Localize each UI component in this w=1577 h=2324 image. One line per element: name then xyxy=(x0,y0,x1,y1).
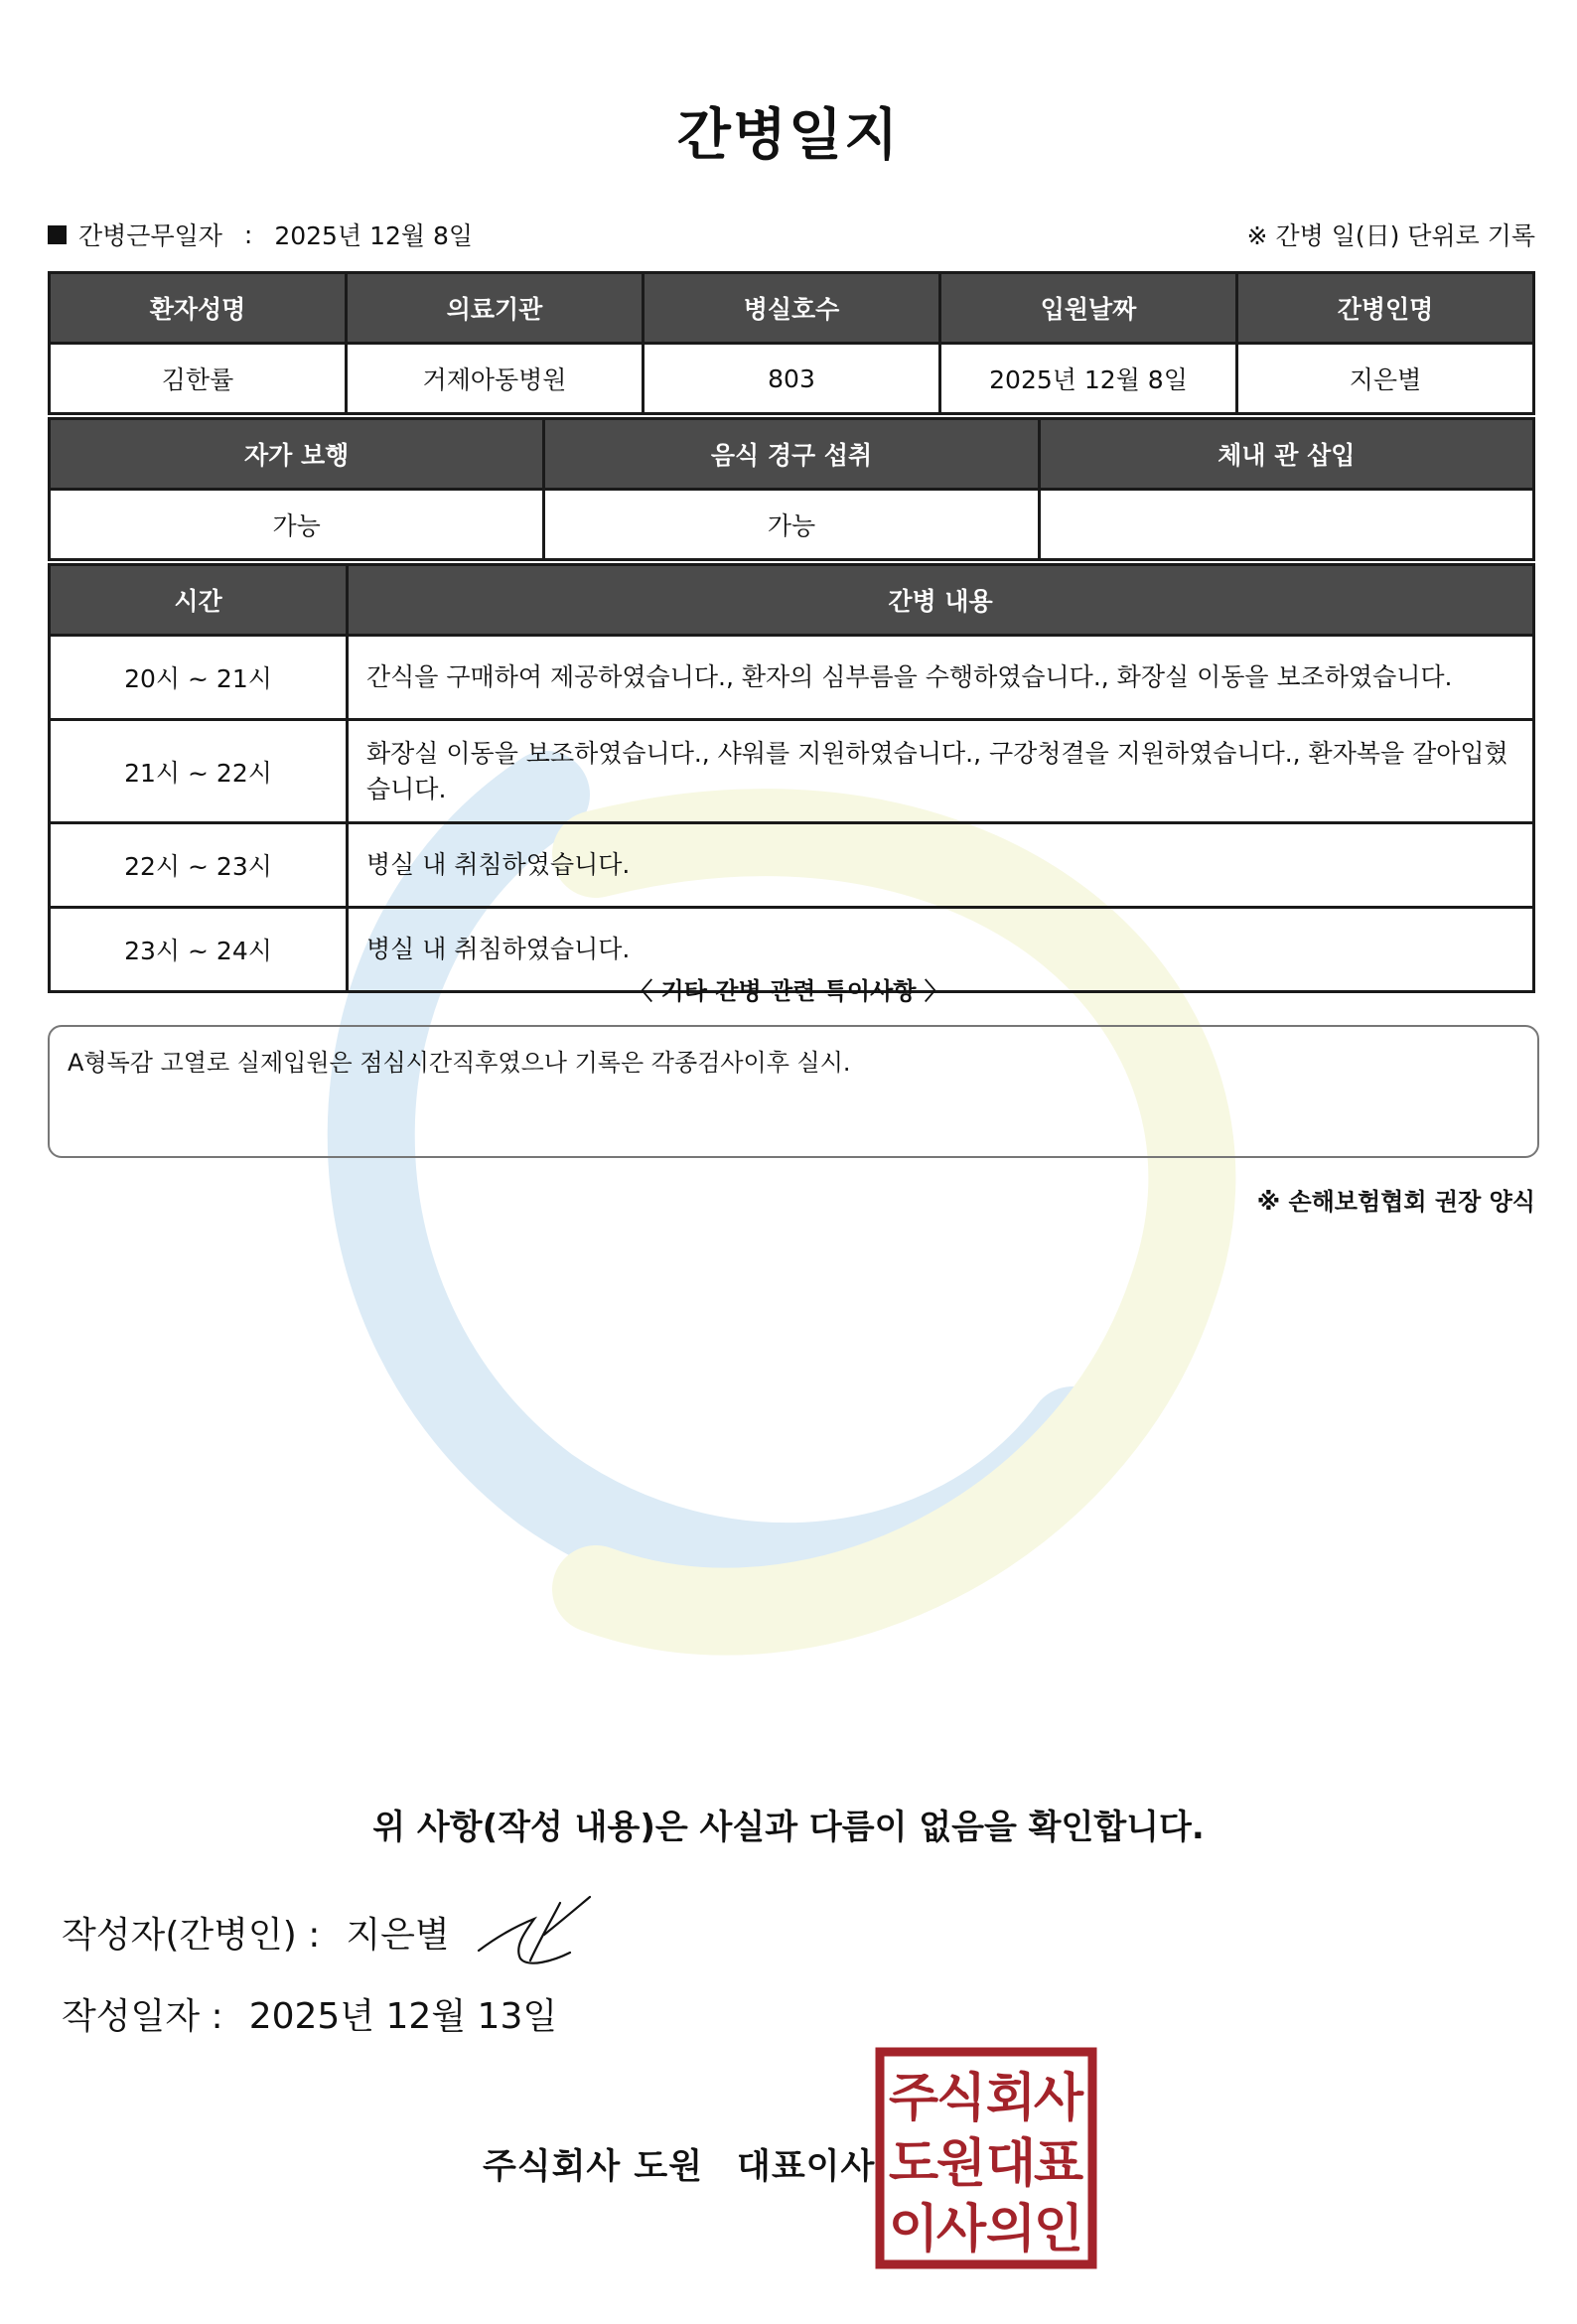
caregiver-name: 지은별 xyxy=(1237,344,1534,414)
svg-text:사: 사 xyxy=(1033,2069,1084,2128)
company-seal-icon xyxy=(874,2046,1098,2270)
svg-text:도: 도 xyxy=(888,2134,939,2194)
svg-text:의: 의 xyxy=(985,2200,1037,2259)
company-title: 대표이사 xyxy=(737,2147,876,2187)
unit-note: ※ 간병 일(日) 단위로 기록 xyxy=(1246,221,1535,250)
svg-text:대: 대 xyxy=(985,2134,1037,2194)
patient-table xyxy=(48,271,1535,415)
header-self-walking: 자가 보행 xyxy=(50,419,544,490)
signer-label: 작성자(간병인) : xyxy=(62,1915,321,1956)
room-number: 803 xyxy=(644,344,940,414)
meta-row xyxy=(48,217,1535,252)
written-date-row xyxy=(62,1988,557,2039)
confirmation-statement: 위 사항(작성 내용)은 사실과 다름이 없음을 확인합니다. xyxy=(372,1808,1205,1847)
time-cell: 21시 ~ 22시 xyxy=(50,720,348,823)
svg-text:원: 원 xyxy=(935,2134,987,2194)
header-patient-name: 환자성명 xyxy=(50,273,347,344)
svg-text:식: 식 xyxy=(935,2069,987,2128)
svg-text:주: 주 xyxy=(888,2069,939,2128)
content-cell: 병실 내 취침하였습니다. xyxy=(348,908,1534,992)
svg-text:사: 사 xyxy=(935,2200,987,2259)
signature-icon xyxy=(475,1889,594,1970)
hospital: 거제아동병원 xyxy=(347,344,644,414)
oral-intake-value: 가능 xyxy=(544,490,1039,560)
patient-name: 김한률 xyxy=(50,344,347,414)
svg-text:회: 회 xyxy=(985,2069,1037,2128)
written-date-label: 작성일자 : xyxy=(62,1996,223,2037)
tube-insertion-value xyxy=(1039,490,1533,560)
admission-date: 2025년 12월 8일 xyxy=(940,344,1237,414)
signer-row xyxy=(62,1907,450,1958)
notes-title: 〈 기타 간병 관련 특이사항 〉 xyxy=(629,977,948,1005)
work-date-value: 2025년 12월 8일 xyxy=(274,221,474,250)
work-date-label: 간병근무일자 xyxy=(78,221,222,250)
time-cell: 20시 ~ 21시 xyxy=(50,636,348,720)
header-hospital: 의료기관 xyxy=(347,273,644,344)
content-cell: 간식을 구매하여 제공하였습니다., 환자의 심부름을 수행하였습니다., 화장실 이동을 보조하였습니다. xyxy=(348,636,1534,720)
content-cell: 병실 내 취침하였습니다. xyxy=(348,823,1534,908)
company-line xyxy=(483,2139,875,2189)
self-walking-value: 가능 xyxy=(50,490,544,560)
care-log-header-row xyxy=(50,565,1534,636)
header-time: 시간 xyxy=(50,565,348,636)
status-table-header-row xyxy=(50,419,1534,490)
patient-table-value-row xyxy=(50,344,1534,414)
work-date xyxy=(48,217,473,252)
svg-text:인: 인 xyxy=(1033,2200,1084,2259)
company-name: 주식회사 도원 xyxy=(483,2147,704,2187)
written-date-value: 2025년 12월 13일 xyxy=(248,1996,558,2037)
header-room-number: 병실호수 xyxy=(644,273,940,344)
content-cell: 화장실 이동을 보조하였습니다., 샤워를 지원하였습니다., 구강청결을 지원하였습니다., 환자복을 갈아입혔습니다. xyxy=(348,720,1534,823)
signer-name: 지은별 xyxy=(346,1915,450,1956)
header-caregiver-name: 간병인명 xyxy=(1237,273,1534,344)
status-table-value-row xyxy=(50,490,1534,560)
status-table xyxy=(48,417,1535,561)
header-admission-date: 입원날짜 xyxy=(940,273,1237,344)
svg-text:표: 표 xyxy=(1033,2134,1084,2194)
header-oral-intake: 음식 경구 섭취 xyxy=(544,419,1039,490)
notes-box: A형독감 고열로 실제입원은 점심시간직후였으나 기록은 각종검사이후 실시. xyxy=(48,1025,1539,1158)
header-care-content: 간병 내용 xyxy=(348,565,1534,636)
square-bullet-icon xyxy=(48,225,67,244)
svg-text:이: 이 xyxy=(888,2200,939,2259)
document-title: 간병일지 xyxy=(676,103,901,168)
time-cell: 23시 ~ 24시 xyxy=(50,908,348,992)
table-row xyxy=(50,823,1534,908)
patient-table-header-row xyxy=(50,273,1534,344)
care-log-table xyxy=(48,563,1535,993)
form-note: ※ 손해보험협회 권장 양식 xyxy=(1256,1188,1535,1216)
table-row xyxy=(50,636,1534,720)
table-row xyxy=(50,720,1534,823)
header-tube-insertion: 체내 관 삽입 xyxy=(1039,419,1533,490)
time-cell: 22시 ~ 23시 xyxy=(50,823,348,908)
colon: : xyxy=(243,219,253,249)
